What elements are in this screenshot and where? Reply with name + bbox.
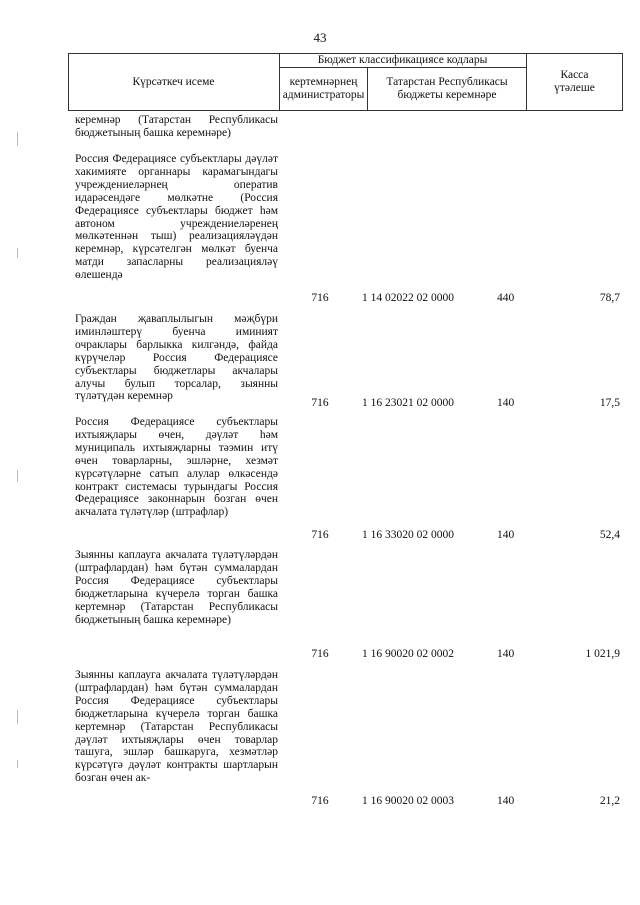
- row-kvr-code: 140: [497, 648, 515, 660]
- row-name: Зыянны каплауга акчалата түләтүләрдән (штрафлардан) һәм бүтән суммалардан Россия Федерациясе субъектлары бюджетларына күчерелә торган башка кертемнәр (Татарстан Республикасы дәүләт ихтыяҗлары өчен товарлар ташуга, эшләр башкаруга, хезмәтләр күрсәтүгә дәүләт контракты шартларын бозган өчен ак-: [75, 669, 278, 785]
- row-kvr-code: 140: [497, 529, 515, 541]
- row-revenue-code: 1 16 23021 02 0000: [362, 397, 454, 409]
- page-number: 43: [313, 30, 327, 45]
- row-admin-code: 716: [311, 648, 329, 660]
- header-revenue: Татарстан Республикасы бюджеты керемнәре: [386, 76, 508, 101]
- header-bk-group: Бюджет классификациясе кодлары: [317, 53, 488, 66]
- row-name: Россия Федерациясе субъектлары дәүләт хакимияте органнары карамагындагы учреждениеләрнең оператив идарәсендәге мөлкәтне (Россия Федерациясе субъектлары бюджет һәм автоном учреждениеләренең мөлкәтеннән тыш) реализацияләүдән керемнәр, күрсәтелгән мөлкәт буенча матди запасларны реализацияләү өлешендә: [75, 153, 278, 282]
- scan-margin-mark: [17, 710, 18, 724]
- row-revenue-code: 1 16 90020 02 0003: [362, 795, 454, 807]
- scan-margin-mark: [17, 248, 18, 258]
- row-cash-sum: 17,5: [599, 397, 620, 409]
- header-right-border: [622, 53, 623, 111]
- row-name: Зыянны каплауга акчалата түләтүләрдән (штрафлардан) һәм бүтән суммалардан Россия Федерациясе субъектлары бюджетларына күчерелә торган башка кертемнәр (Татарстан Республикасы бюджетының башка керемнәре): [75, 549, 278, 626]
- row-admin-code: 716: [311, 529, 329, 541]
- row-cash-sum: 21,2: [599, 795, 620, 807]
- row-admin-code: 716: [311, 397, 329, 409]
- row-cash-sum: 78,7: [599, 292, 620, 304]
- row-cash-sum: 52,4: [599, 529, 620, 541]
- row-name: керемнәр (Татарстан Республикасы бюджетының башка керемнәре): [75, 114, 278, 139]
- scan-margin-mark: [17, 760, 18, 768]
- header-admin: кертемнәрнең администраторы: [282, 76, 365, 101]
- header-indicator: Күрсәткеч исеме: [132, 75, 215, 88]
- row-kvr-code: 140: [497, 795, 515, 807]
- row-name: Граждан җаваплылыгын мәҗбүри иминләштерү буенча иминият очраклары барлыкка килгәндә, файда күрүчеләр Россия Федерациясе субъектлары бюджетлары акчалары алучы булып торсалар, зыянны түләтүдән керемнәр: [75, 313, 278, 403]
- row-admin-code: 716: [311, 795, 329, 807]
- table-header: [68, 53, 623, 111]
- row-revenue-code: 1 14 02022 02 0000: [362, 292, 454, 304]
- row-revenue-code: 1 16 90020 02 0002: [362, 648, 454, 660]
- row-revenue-code: 1 16 33020 02 0000: [362, 529, 454, 541]
- scan-margin-mark: [17, 132, 18, 146]
- row-name: Россия Федерациясе субъектлары ихтыяҗлары өчен, дәүләт һәм муниципаль ихтыяҗларны тәэмин итү өчен товарларны, эшләрне, хезмәт күрсәтүләрне сатып алулар өлкәсендә контракт системасы турындагы Россия Федерациясе законнарын бозган өчен акчалата түләтүләр (штрафлар): [75, 416, 278, 519]
- header-cash: Касса үтәлеше: [554, 69, 595, 94]
- scan-margin-mark: [17, 470, 18, 482]
- row-kvr-code: 440: [497, 292, 515, 304]
- row-cash-sum: 1 021,9: [585, 648, 620, 660]
- row-admin-code: 716: [311, 292, 329, 304]
- row-kvr-code: 140: [497, 397, 515, 409]
